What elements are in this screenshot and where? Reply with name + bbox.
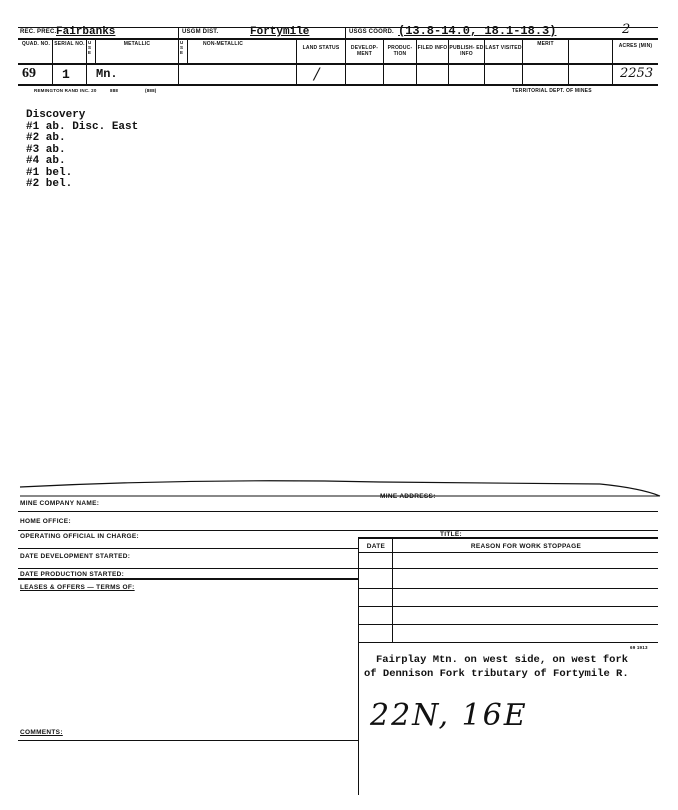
- leases-label: LEASES & OFFERS — TERMS OF:: [20, 584, 135, 591]
- home-office-label: HOME OFFICE:: [20, 518, 71, 525]
- usgs-coord-label: USGS COORD.: [349, 29, 394, 35]
- usgm-dist-label: USGM DIST.: [182, 29, 219, 35]
- claim-item: Discovery: [26, 109, 86, 121]
- filed-info-label: FILED INFO: [417, 45, 448, 51]
- comments-label: COMMENTS:: [20, 729, 63, 736]
- use-label-nonmetallic: U S E: [180, 40, 184, 55]
- serial-label: SERIAL NO.: [54, 41, 85, 47]
- development-label: DEVELOP- MENT: [350, 45, 379, 57]
- mine-company-label: MINE COMPANY NAME:: [20, 500, 100, 507]
- acres-value: 2253: [620, 66, 654, 81]
- claim-item: #3 ab.: [26, 143, 66, 156]
- claim-item: #2 ab.: [26, 132, 66, 144]
- land-status-label: LAND STATUS: [302, 45, 340, 51]
- operating-official-label: OPERATING OFFICIAL IN CHARGE:: [20, 533, 139, 540]
- use-label-metallic: U S E: [88, 40, 92, 55]
- rec-prec-label: REC. PREC.: [20, 29, 57, 35]
- rec-prec-value: Fairbanks: [56, 26, 116, 38]
- date-development-label: DATE DEVELOPMENT STARTED:: [20, 553, 131, 560]
- mine-address-label: MINE ADDRESS:: [380, 493, 436, 500]
- footer-code: 888: [110, 88, 119, 93]
- page-mark: 2: [622, 22, 631, 37]
- location-line: Fairplay Mtn. on west side, on west fork: [376, 654, 629, 666]
- reason-stoppage-label: REASON FOR WORK STOPPAGE: [470, 543, 582, 550]
- published-info-label: PUBLISH- ED INFO: [449, 45, 484, 57]
- form-number: 69 1913: [630, 645, 648, 650]
- quad-label: QUAD. NO.: [21, 41, 51, 47]
- handwritten-location: 22N, 16E: [370, 698, 528, 733]
- merit-label: MERIT: [537, 41, 554, 47]
- nonmetallic-label: NON-METALLIC: [202, 41, 244, 47]
- land-status-value: /: [314, 64, 320, 83]
- claims-list: [26, 110, 138, 191]
- location-line: of Dennison Fork tributary of Fortymile R.: [364, 668, 629, 680]
- date-column-label: DATE: [366, 543, 386, 550]
- top-divider: [0, 472, 678, 502]
- claim-item: #1 ab. Disc. East: [26, 120, 139, 133]
- location-description: [364, 653, 660, 681]
- claim-item: #2 bel.: [26, 178, 73, 190]
- claim-item: #4 ab.: [26, 155, 66, 167]
- usgm-dist-value: Fortymile: [250, 26, 310, 38]
- metallic-label: METALLIC: [123, 41, 151, 47]
- title-label: TITLE:: [440, 531, 463, 538]
- footer-right: TERRITORIAL DEPT. OF MINES: [512, 88, 592, 94]
- last-visited-label: LAST VISITED: [485, 45, 522, 51]
- usgs-coord-value: (13.8-14.0, 18.1-18.3): [398, 24, 557, 38]
- serial-value: 1: [62, 67, 70, 82]
- footer-left: REMINGTON RAND INC. 20: [34, 88, 97, 93]
- acres-label: ACRES (MIN): [618, 43, 653, 49]
- production-label: PRODUC- TION: [387, 45, 413, 57]
- claim-item: #1 bel.: [26, 166, 73, 179]
- quad-value: 69: [22, 66, 36, 81]
- footer-code2: (888): [145, 88, 157, 93]
- metallic-value: Mn.: [96, 67, 118, 81]
- date-production-label: DATE PRODUCTION STARTED:: [20, 571, 125, 578]
